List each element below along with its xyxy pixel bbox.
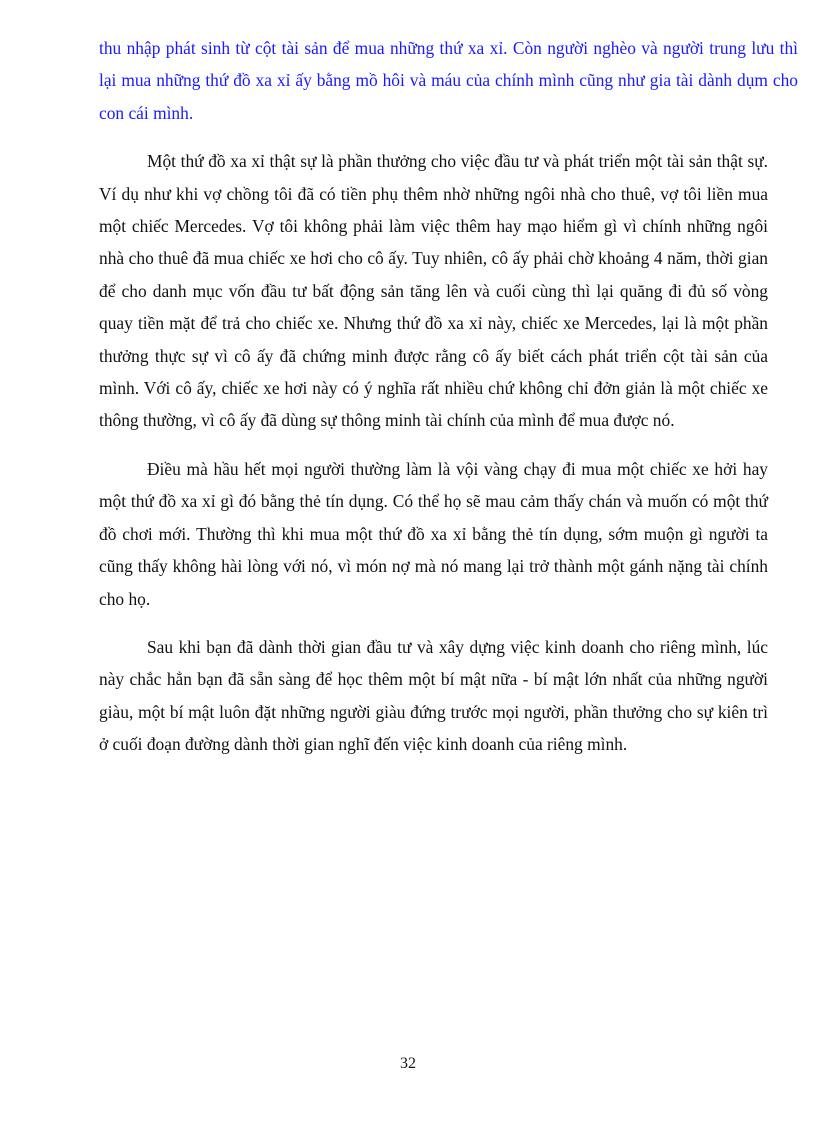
paragraph-continuation: thu nhập phát sinh từ cột tài sản để mua những thứ xa xỉ. Còn người nghèo và người trung lưu thì lại mua những thứ đồ xa xỉ ấy bằng mồ hôi và máu của chính mình cũng như gia tài dành dụm cho con cái mình.	[99, 38, 798, 123]
paragraph-biggest-secret: Sau khi bạn đã dành thời gian đầu tư và xây dựng việc kinh doanh cho riêng mình, lúc này chắc hẳn bạn đã sẵn sàng để học thêm một bí mật nữa - bí mật lớn nhất của những người giàu, một bí mật luôn đặt những người giàu đứng trước mọi người, phần thưởng cho sự kiên trì ở cuối đoạn đường dành thời gian nghĩ đến việc kinh doanh của riêng mình.	[99, 636, 768, 755]
document-page	[99, 32, 798, 777]
page-number: 32	[400, 1055, 416, 1072]
paragraph-credit-card-luxury: Điều mà hầu hết mọi người thường làm là vội vàng chạy đi mua một chiếc xe hởi hay một thứ đồ xa xỉ gì đó bằng thẻ tín dụng. Có thể họ sẽ mau cảm thấy chán và muốn có một thứ đồ chơi mới. Thường thì khi mua một thứ đồ xa xỉ bằng thẻ tín dụng, sớm muộn gì người ta cũng thấy không hài lòng với nó, vì món nợ mà nó mang lại trở thành một gánh nặng tài chính cho họ.	[99, 458, 768, 609]
paragraph-mercedes-example: Một thứ đồ xa xỉ thật sự là phần thưởng cho việc đầu tư và phát triển một tài sản thật sự. Ví dụ như khi vợ chồng tôi đã có tiền phụ thêm nhờ những ngôi nhà cho thuê, vợ tôi liền mua một chiếc Mercedes. Vợ tôi không phải làm việc thêm hay mạo hiểm gì vì chính những ngôi nhà cho thuê đã mua chiếc xe hơi cho cô ấy. Tuy nhiên, cô ấy phải chờ khoảng 4 năm, thời gian để cho danh mục vốn đầu tư bất động sản tăng lên và cuối cùng thì lại quăng đi đủ số vòng quay tiền mặt để trả cho chiếc xe. Nhưng thứ đồ xa xỉ này, chiếc xe Mercedes, lại là một phần thưởng thực sự vì cô ấy đã chứng minh được rằng cô ấy biết cách phát triển cột tài sản của mình. Với cô ấy, chiếc xe hơi này có ý nghĩa rất nhiều chứ không chỉ đởn giản là một chiếc xe thông thường, vì cô ấy đã dùng sự thông minh tài chính của mình để mua được nó.	[99, 151, 768, 431]
